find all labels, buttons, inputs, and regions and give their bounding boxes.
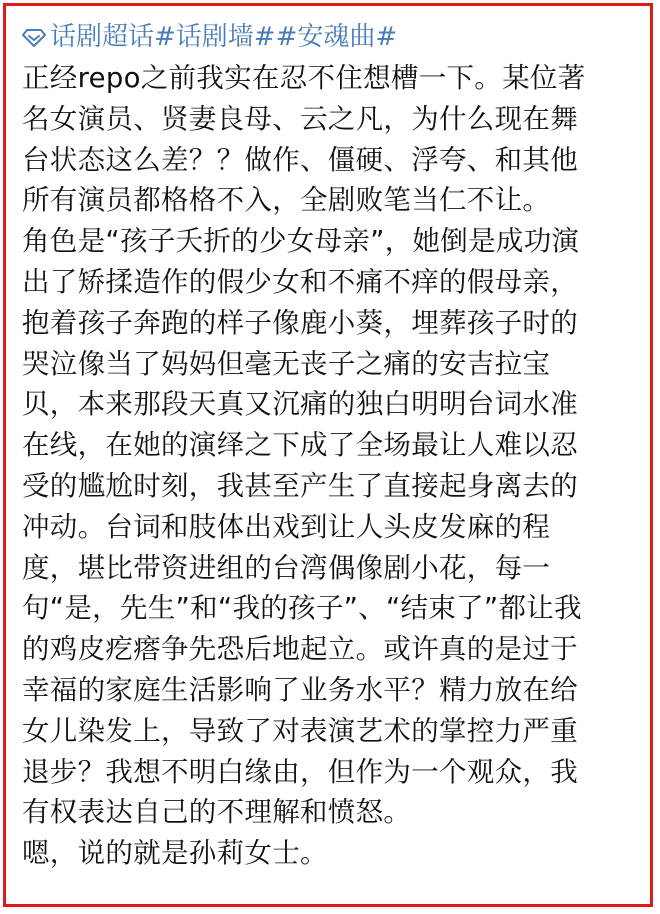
post-content <box>22 20 642 874</box>
post-body-line: 度，堪比带资进组的台湾偶像剧小花，每一 <box>22 551 551 584</box>
post-body-line: 的鸡皮疙瘩争先恐后地起立。或许真的是过于 <box>22 633 578 666</box>
post-body-line: 所有演员都格格不入，全剧败笔当仁不让。 <box>22 184 551 217</box>
post-body-line: 角色是“孩子夭折的少女母亲”，她倒是成功演 <box>22 225 580 258</box>
post-body-line: 在线，在她的演绎之下成了全场最让人难以忍 <box>22 429 578 462</box>
post-body-line: 女儿染发上，导致了对表演艺术的掌控力严重 <box>22 714 578 747</box>
post-body-line: 出了矫揉造作的假少女和不痛不痒的假母亲， <box>22 265 578 298</box>
post-body-line: 名女演员、贤妻良母、云之凡，为什么现在舞 <box>22 102 578 135</box>
post-body-line: 句“是，先生”和“我的孩子”、“结束了”都让我 <box>22 592 582 625</box>
post-body-line: 冲动。台词和肢体出戏到让人头皮发麻的程 <box>22 510 551 543</box>
supertopic-tag-line[interactable] <box>22 20 642 54</box>
post-body-line: 幸福的家庭生活影响了业务水平？精力放在给 <box>22 673 578 706</box>
post-body-line: 哭泣像当了妈妈但毫无丧子之痛的安吉拉宝 <box>22 347 551 380</box>
post-body-line: 正经repo之前我实在忍不住想槽一下。某位著 <box>22 62 586 94</box>
post-frame <box>3 3 653 907</box>
diamond-supertopic-icon <box>22 25 46 49</box>
post-body-line: 有权表达自己的不理解和愤怒。 <box>22 796 412 829</box>
post-body-line: 受的尴尬时刻，我甚至产生了直接起身离去的 <box>22 469 578 502</box>
post-body-line: 台状态这么差？？做作、僵硬、浮夸、和其他 <box>22 143 578 176</box>
post-body <box>22 58 642 874</box>
post-body-line: 贝，本来那段天真又沉痛的独白明明台词水准 <box>22 388 578 421</box>
post-body-line: 抱着孩子奔跑的样子像鹿小葵，埋葬孩子时的 <box>22 306 578 339</box>
supertopic-tags[interactable]: 话剧超话#话剧墙##安魂曲# <box>50 22 398 52</box>
post-body-line: 嗯，说的就是孙莉女士。 <box>22 837 328 870</box>
post-body-line: 退步？我想不明白缘由，但作为一个观众，我 <box>22 755 578 788</box>
